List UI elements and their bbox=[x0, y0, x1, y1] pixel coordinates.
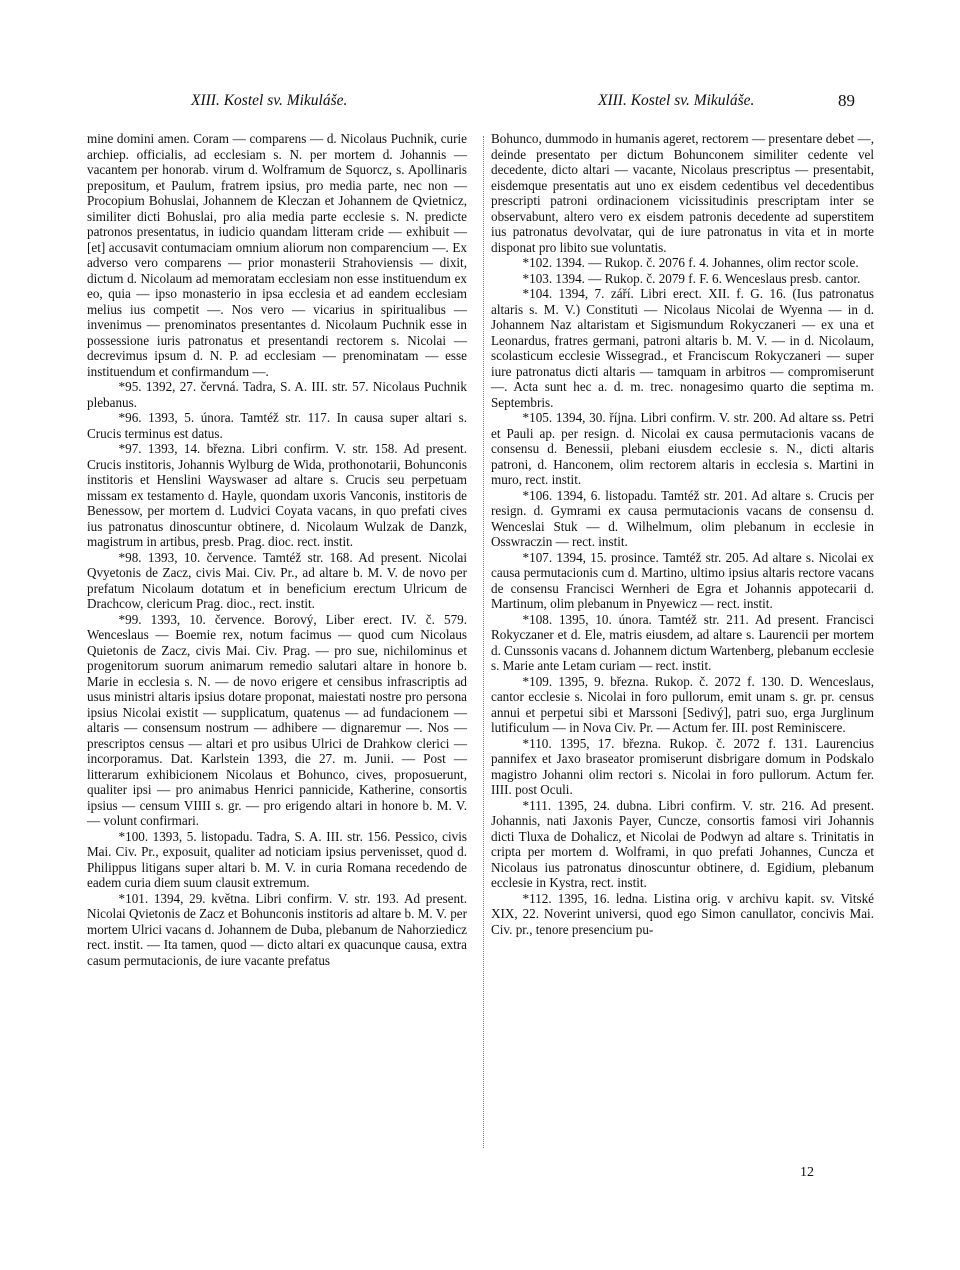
running-head-right: XIII. Kostel sv. Mikuláše. bbox=[598, 92, 755, 109]
paragraph: *96. 1393, 5. února. Tamtéž str. 117. In causa super altari s. Crucis terminus est datus. bbox=[87, 410, 467, 441]
right-text-column bbox=[491, 131, 874, 937]
paragraph: *100. 1393, 5. listopadu. Tadra, S. A. III. str. 156. Pessico, civis Mai. Civ. Pr., exposuit, qualiter ad noticiam ipsius pervenisset, quod d. Philippus litigans super altari b. M. V. in curia Romana recedendo de eadem curia diem suum clausit extremum. bbox=[87, 828, 467, 890]
paragraph: Bohunco, dummodo in humanis ageret, rectorem — presentare debet —, deinde presentato per dictum Bohunconem similiter cedente vel decedente, dicto altari — vacante, Nicolaus prescriptus — presentabit, eisdemque presentatis aut uno ex eisdem cedentibus vel decedentibus prescripti patroni ordinacionem vicissitudinis prescriptam inter se observabunt, altero vero ex eisdem patronis decedente ad superstitem ius patronatus devolvatar, qui de iure patronatus in vita et in morte disponat pro libito sue voluntatis. bbox=[491, 131, 874, 255]
paragraph: mine domini amen. Coram — comparens — d. Nicolaus Puchnik, curie archiep. officialis, ad ecclesiam s. N. per mortem d. Johannis — vacantem per honorab. virum d. Wolframum de Squorcz, s. Apollinaris prepositum, et Paulum, fratrem ipsius, pro media parte, nec non — Procopium Bohuslai, Johannem de Kleczan et Johannem de Qvietnicz, similiter dicti Bohuslai, pro alia media parte ecclesie s. N. predicte patronos presentatus, in iudicio quandam litteram cride — exhibuit — [et] accusavit contumaciam omnium aliorum non comparencium —. Ex adverso vero comparens — prior monasterii Strahoviensis — dixit, dictum d. Nicolaum ad memoratam ecclesiam non esse instituendum ex eo, quia — ipso monasterio in ipsa ecclesia et ad eandem ecclesiam melius ius competit —. Nos vero — vicarius in spiritualibus — invenimus — prenominatos presentantes d. Nicolaum Puchnik esse in possessione iuris patronatus et presentandi rectorem s. Nicolai — decrevimus ipsum d. N. P. ad ecclesiam — prenominatam — esse instituendum et confirmandum —. bbox=[87, 131, 467, 379]
running-head bbox=[0, 92, 960, 116]
paragraph: *111. 1395, 24. dubna. Libri confirm. V. str. 216. Ad present. Johannis, nati Jaxonis Payer, Cuncze, consortis famosi viri Johannis dicti Tluxa de Dohalicz, et Nicolai de Podwyn ad altare s. Trinitatis in cripta per mortem d. Wolframi, in quo prefati Johannes, Cuncza et Nicolaus ius patronatus dinoscuntur obtinere, d. Egidium, plebanum ecclesie in Kystra, rect. instit. bbox=[491, 797, 874, 890]
paragraph: *109. 1395, 9. března. Rukop. č. 2072 f. 130. D. Wenceslaus, cantor ecclesie s. Nicolai in foro pullorum, emit unam s. gr. pr. census annui et perpetui sibi et Marssoni [Sedivý], patri suo, erga Jurglinum lutificulum — in Nova Civ. Pr. — Actum fer. III. post Reminiscere. bbox=[491, 673, 874, 735]
paragraph: *105. 1394, 30. října. Libri confirm. V. str. 200. Ad altare ss. Petri et Pauli ap. per resign. d. Nicolai ex causa permutacionis vacans de consensu d. Benessii, plebani eiusdem ecclesie s. N., dicti altaris patroni, d. Hanconem, olim rectorem altaris in ecclesia s. Martini in muro, rect. instit. bbox=[491, 410, 874, 487]
page-number: 89 bbox=[838, 91, 855, 110]
paragraph: *102. 1394. — Rukop. č. 2076 f. 4. Johannes, olim rector scole. bbox=[522, 255, 859, 270]
paragraph: *104. 1394, 7. září. Libri erect. XII. f. G. 16. (Ius patronatus altaris s. M. V.) Constituti — Nicolaus Nicolai de Wyenna — in d. Johannem Naz altaristam et Sigismundum Rokyczaneri — ex una et Leonardus, fratres germani, patroni altaris b. M. V. — in d. Nicolaum, scolasticum ecclesie Wissegrad., et Franciscum Rokyczaneri — super iure patronatus dicti altaris — tamquam in arbitros — compromiserunt —. Acta sunt hec a. d. m. trec. nonagesimo quarto die septima m. Septembris. bbox=[491, 286, 874, 410]
paragraph: *108. 1395, 10. února. Tamtéž str. 211. Ad present. Francisci Rokyczaner et d. Ele, matris eiusdem, ad altare s. Laurencii per mortem d. Cunssonis vacans d. Johannem dictum Wartenberg, plebanum ecclesie s. Marie ante Letam curiam — rect. instit. bbox=[491, 611, 874, 673]
signature-mark: 12 bbox=[800, 1165, 814, 1180]
column-divider bbox=[483, 136, 484, 1148]
paragraph: *99. 1393, 10. července. Borový, Liber erect. IV. č. 579. Wenceslaus — Boemie rex, notum facimus — quod cum Nicolaus Quietonis de Zacz, civis Mai. Civ. Prag. — pro sue, nichilominus et progenitorum suorum animarum remedio salutari altare in honore b. Marie in ecclesia s. N. — de novo erigere et censibus infrascriptis ad usus ministri altaris ipsius dotare proponat, maiestati nostre pro persona ipsius Nicolai existit — supplicatum, quatenus — ad fundacionem — altaris — consensum nostrum — adhibere — dignaremur —. Nos — prescriptos census — altari et pro usibus Ulrici de Drahkow clerici — incorporamus. Dat. Karlstein 1393, die 27. m. Junii. — Post — litterarum exhibicionem Nicolaus et Bohunco, cives, proposuerunt, qualiter ipsi — pro animabus Henrici pannicide, Katherine, consortis ipsius — censum VIIII s. gr. — pro erigendo altari in honore b. M. V. — volunt confirmari. bbox=[87, 611, 467, 828]
paragraph: *98. 1393, 10. července. Tamtéž str. 168. Ad present. Nicolai Qvyetonis de Zacz, civis Mai. Civ. Pr., ad altare b. M. V. de novo per prefatum Nicolaum dotatum et in beneficium erectum Ulricum de Drachcow, clericum Prag. dioc., rect. instit. bbox=[87, 549, 467, 611]
running-head-left: XIII. Kostel sv. Mikuláše. bbox=[191, 92, 348, 109]
paragraph: *106. 1394, 6. listopadu. Tamtéž str. 201. Ad altare s. Crucis per resign. d. Gymrami ex causa permutacionis vacans de consensu d. Wenceslai Stuk — d. Wilhelmum, olim plebanum in ecclesie in Osswraczin — rect. instit. bbox=[491, 487, 874, 549]
paragraph: *101. 1394, 29. května. Libri confirm. V. str. 193. Ad present. Nicolai Qvietonis de Zacz et Bohunconis institoris ad altare b. M. V. per mortem Ulrici vacans d. Johannem de Duba, plebanum de Nahorziedicz rect. instit. — Ita tamen, quod — dicto altari ex quacunque causa, extra casum permutacionis, de iure vacante prefatus bbox=[87, 890, 467, 968]
paragraph: *103. 1394. — Rukop. č. 2079 f. F. 6. Wenceslaus presb. cantor. bbox=[522, 270, 861, 286]
paragraph: *97. 1393, 14. března. Libri confirm. V. str. 158. Ad present. Crucis institoris, Johannis Wylburg de Wida, prothonotarii, Bohunconis institoris et Henslini Wayswaser ad altare s. Crucis seu perpetuam missam ex testamento d. Hayle, quondam uxoris Vanconis, institoris de Benessow, per mortem d. Ludvici Coyata vacans, in quo prefati cives ius patronatus dinoscuntur obtinere, d. Nicolaum Wulzak de Danzk, magistrum in artibus, presb. Prag. dioc. rect. instit. bbox=[87, 441, 467, 549]
paragraph: *110. 1395, 17. března. Rukop. č. 2072 f. 131. Laurencius pannifex et Jaxo braseator promiserunt disbrigare domum in Podskalo magistro Johanni olim rectori s. Nicolai in foro pullorum. Actum fer. IIII. post Oculi. bbox=[491, 735, 874, 797]
paragraph: *95. 1392, 27. červná. Tadra, S. A. III. str. 57. Nicolaus Puchnik plebanus. bbox=[87, 379, 467, 410]
left-text-column bbox=[87, 131, 467, 968]
paragraph: *112. 1395, 16. ledna. Listina orig. v archivu kapit. sv. Vitské XIX, 22. Noverint universi, quod ego Simon canullator, concivis Mai. Civ. pr., tenore presencium pu- bbox=[491, 890, 874, 937]
paragraph: *107. 1394, 15. prosince. Tamtéž str. 205. Ad altare s. Nicolai ex causa permutacionis cum d. Martino, ultimo ipsius altaris rectore vacans de consensu Francisci Wernheri de Egra et Johannis appotecarii d. Martinum, olim plebanum in Pnyewicz — rect. instit. bbox=[491, 549, 874, 611]
